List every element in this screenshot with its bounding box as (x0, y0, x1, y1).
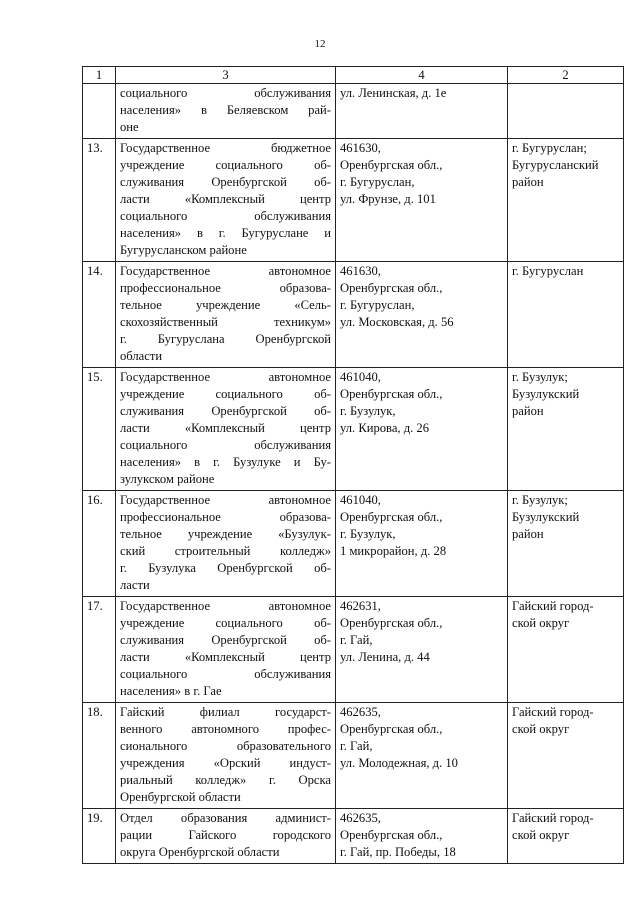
organization-name-line: сионального образовательного (120, 739, 331, 753)
organization-address (336, 262, 508, 368)
organization-name-line: ский строительный колледж» (120, 544, 331, 558)
service-area (508, 703, 624, 809)
organization-address-line: г. Гай, пр. Победы, 18 (340, 845, 456, 859)
column-header: 4 (336, 67, 508, 84)
row-number: 19. (83, 809, 116, 864)
row-number: 15. (83, 368, 116, 491)
row-number: 17. (83, 597, 116, 703)
organization-name-line: г. Бугуруслана Оренбургской (120, 332, 331, 346)
organization-address-line: г. Бугуруслан, (340, 175, 415, 189)
organization-name-line: профессиональное образова- (120, 281, 331, 295)
column-header: 3 (116, 67, 336, 84)
organization-name-line: ласти «Комплексный центр (120, 650, 331, 664)
organization-address-line: ул. Ленина, д. 44 (340, 650, 430, 664)
column-header: 2 (508, 67, 624, 84)
organization-name (116, 597, 336, 703)
organization-name-line: служивания Оренбургской об- (120, 175, 331, 189)
organization-name-line: социального обслуживания (120, 86, 331, 100)
organization-name-line: округа Оренбургской области (120, 845, 280, 859)
organization-name-line: риальный колледж» г. Орска (120, 773, 331, 787)
organization-name-line: ласти (120, 578, 150, 592)
organization-name-line: социального обслуживания (120, 209, 331, 223)
organization-address (336, 809, 508, 864)
organization-address (336, 597, 508, 703)
organization-address-line: г. Бузулук, (340, 404, 396, 418)
service-area-line: ской округ (512, 828, 570, 842)
service-area-line: Бузулукский (512, 510, 580, 524)
service-area-line: г. Бугуруслан; (512, 141, 587, 155)
service-area (508, 491, 624, 597)
service-area-line: Гайский город- (512, 599, 594, 613)
organization-address-line: 461630, (340, 264, 381, 278)
row-number: 13. (83, 139, 116, 262)
table-row (83, 139, 624, 262)
organization-address-line: Оренбургская обл., (340, 722, 443, 736)
organization-address-line: 462635, (340, 811, 381, 825)
organization-name-line: учреждение социального об- (120, 387, 331, 401)
organization-address-line: 461040, (340, 370, 381, 384)
organization-name-line: Оренбургской области (120, 790, 241, 804)
organization-name-line: скохозяйственный техникум» (120, 315, 331, 329)
service-area-line: Бузулукский (512, 387, 580, 401)
organization-name-line: венного автономного профес- (120, 722, 331, 736)
organization-name-line: профессиональное образова- (120, 510, 331, 524)
organization-name-line: населения» в г. Бузулуке и Бу- (120, 455, 331, 469)
service-area-line: район (512, 175, 544, 189)
organization-address-line: ул. Ленинская, д. 1е (340, 86, 447, 100)
organization-address (336, 139, 508, 262)
service-area (508, 262, 624, 368)
service-area (508, 84, 624, 139)
row-number: 14. (83, 262, 116, 368)
service-area-line: ской округ (512, 616, 570, 630)
table-row (83, 703, 624, 809)
organization-address-line: г. Бузулук, (340, 527, 396, 541)
organization-name-line: области (120, 349, 163, 363)
organization-address-line: г. Бугуруслан, (340, 298, 415, 312)
service-area (508, 368, 624, 491)
organization-name-line: ласти «Комплексный центр (120, 421, 331, 435)
organization-name-line: Государственное бюджетное (120, 141, 331, 155)
organization-address-line: ул. Кирова, д. 26 (340, 421, 430, 435)
organization-name-line: Гайский филиал государст- (120, 705, 331, 719)
service-area-line: г. Бузулук; (512, 493, 568, 507)
organization-address (336, 368, 508, 491)
organization-address-line: Оренбургская обл., (340, 616, 443, 630)
organization-name-line: г. Бузулука Оренбургской об- (120, 561, 331, 575)
organization-address-line: г. Гай, (340, 633, 373, 647)
organization-name-line: Бугурусланском районе (120, 243, 247, 257)
organization-name (116, 84, 336, 139)
table-row (83, 368, 624, 491)
organization-name (116, 368, 336, 491)
organization-name-line: Государственное автономное (120, 599, 331, 613)
service-area-line: район (512, 527, 544, 541)
organization-address-line: Оренбургская обл., (340, 387, 443, 401)
organization-address-line: 462635, (340, 705, 381, 719)
organization-name-line: социального обслуживания (120, 667, 331, 681)
organization-address-line: Оренбургская обл., (340, 510, 443, 524)
table-row (83, 597, 624, 703)
service-area-line: Бугурусланский (512, 158, 599, 172)
organization-name-line: учреждение социального об- (120, 616, 331, 630)
organization-name-line: служивания Оренбургской об- (120, 404, 331, 418)
service-area-line: г. Бузулук; (512, 370, 568, 384)
service-area-line: г. Бугуруслан (512, 264, 584, 278)
organization-address-line: ул. Московская, д. 56 (340, 315, 454, 329)
organization-name (116, 809, 336, 864)
service-area-line: район (512, 404, 544, 418)
organization-name-line: рации Гайского городского (120, 828, 331, 842)
organization-address-line: Оренбургская обл., (340, 158, 443, 172)
table-header-row (83, 67, 624, 84)
page-number: 12 (314, 38, 326, 50)
organization-address-line: Оренбургская обл., (340, 828, 443, 842)
organization-address-line: г. Гай, (340, 739, 373, 753)
table-row (83, 262, 624, 368)
organization-address-line: 462631, (340, 599, 381, 613)
service-area-line: Гайский город- (512, 811, 594, 825)
organization-name-line: тельное учреждение «Бузулук- (120, 527, 331, 541)
organization-address (336, 703, 508, 809)
organizations-table (82, 66, 624, 864)
service-area (508, 139, 624, 262)
organization-name-line: Государственное автономное (120, 264, 331, 278)
organization-name-line: зулукском районе (120, 472, 215, 486)
organization-name-line: учреждение социального об- (120, 158, 331, 172)
organization-name-line: тельное учреждение «Сель- (120, 298, 331, 312)
table-row (83, 491, 624, 597)
organization-name (116, 139, 336, 262)
organization-address-line: ул. Фрунзе, д. 101 (340, 192, 436, 206)
organization-name-line: населения» в г. Гае (120, 684, 222, 698)
row-number: 18. (83, 703, 116, 809)
organization-name (116, 491, 336, 597)
organization-name (116, 703, 336, 809)
service-area (508, 597, 624, 703)
organization-address-line: ул. Молодежная, д. 10 (340, 756, 458, 770)
organization-name (116, 262, 336, 368)
row-number (83, 84, 116, 139)
organization-name-line: социального обслуживания (120, 438, 331, 452)
table-row (83, 84, 624, 139)
row-number: 16. (83, 491, 116, 597)
organization-address (336, 491, 508, 597)
service-area (508, 809, 624, 864)
table-row (83, 809, 624, 864)
column-header: 1 (83, 67, 116, 84)
organization-address-line: 461630, (340, 141, 381, 155)
organization-name-line: населения» в Беляевском рай- (120, 103, 331, 117)
organization-name-line: Государственное автономное (120, 493, 331, 507)
organization-address-line: Оренбургская обл., (340, 281, 443, 295)
organization-name-line: Государственное автономное (120, 370, 331, 384)
table-body (83, 84, 624, 864)
organization-name-line: служивания Оренбургской об- (120, 633, 331, 647)
service-area-line: ской округ (512, 722, 570, 736)
organization-name-line: населения» в г. Бугуруслане и (120, 226, 331, 240)
organization-name-line: учреждения «Орский индуст- (120, 756, 331, 770)
organization-name-line: оне (120, 120, 139, 134)
organization-address-line: 1 микрорайон, д. 28 (340, 544, 447, 558)
organization-address (336, 84, 508, 139)
organization-name-line: Отдел образования админист- (120, 811, 331, 825)
organization-address-line: 461040, (340, 493, 381, 507)
organization-name-line: ласти «Комплексный центр (120, 192, 331, 206)
service-area-line: Гайский город- (512, 705, 594, 719)
